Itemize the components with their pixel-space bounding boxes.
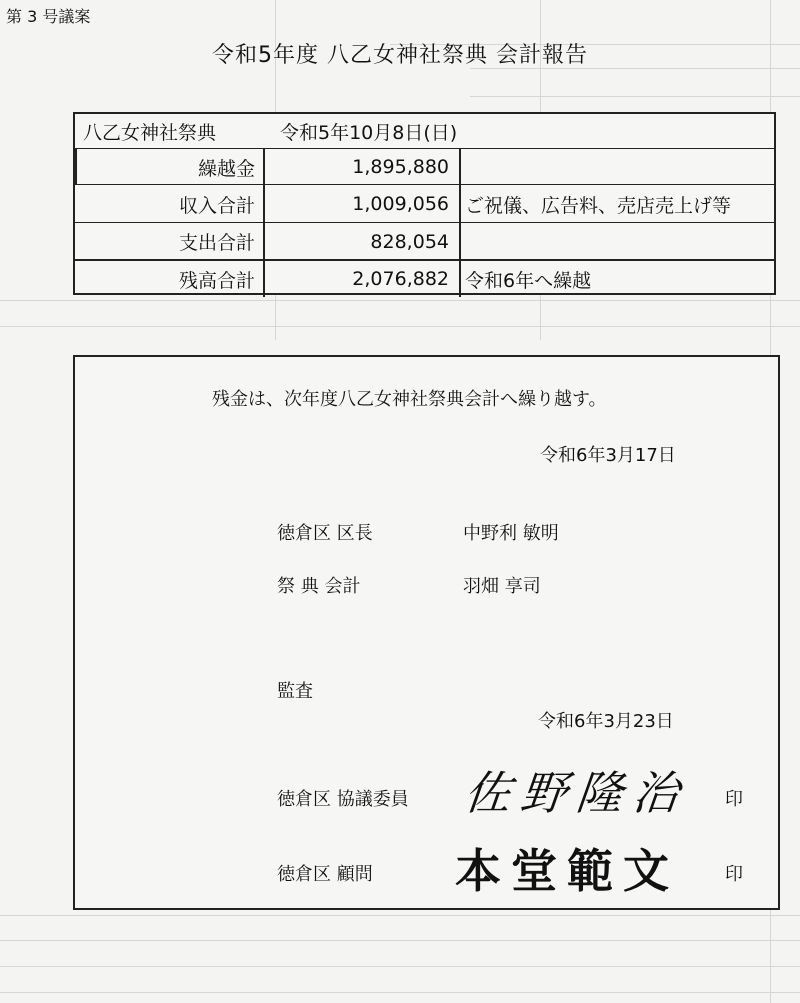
festival-date: 令和5年10月8日(日) xyxy=(280,121,458,144)
agenda-number: 第 3 号議案 xyxy=(6,7,91,26)
page-title: 令和5年度 八乙女神社祭典 会計報告 xyxy=(212,43,588,68)
row-note-income: ご祝儀、広告料、売店売上げ等 xyxy=(465,194,732,217)
row-label-balance: 残高合計 xyxy=(178,269,255,292)
row-label-expense: 支出合計 xyxy=(178,232,255,254)
row-label-carryover: 繰越金 xyxy=(197,157,255,180)
seal-mark: 印 xyxy=(725,789,743,810)
row-amount-balance: 2,076,882 xyxy=(352,268,449,290)
row-label-income: 収入合計 xyxy=(178,194,255,217)
row-note-balance: 令和6年へ繰越 xyxy=(465,269,592,292)
audit-label: 監査 xyxy=(277,681,313,702)
table-row xyxy=(75,184,774,223)
seal-mark: 印 xyxy=(725,864,743,885)
table-row xyxy=(75,222,774,260)
officer-name: 中野利 敏明 xyxy=(463,523,559,544)
auditor-role: 徳倉区 協議委員 xyxy=(277,789,409,810)
auditor-role: 徳倉区 顧問 xyxy=(277,864,373,885)
carryover-statement: 残金は、次年度八乙女神社祭典会計へ繰り越す。 xyxy=(212,389,607,410)
officer-name: 羽畑 享司 xyxy=(463,576,541,597)
officer-role: 徳倉区 区長 xyxy=(277,523,373,544)
summary-header-row xyxy=(75,114,774,148)
officer-role: 祭 典 会計 xyxy=(277,576,361,597)
row-amount-carryover: 1,895,880 xyxy=(352,156,449,178)
row-amount-income: 1,009,056 xyxy=(352,193,449,215)
summary-table xyxy=(73,112,776,295)
auditor-signature: 佐野隆治 xyxy=(461,766,692,820)
table-row xyxy=(75,259,774,297)
audit-date: 令和6年3月23日 xyxy=(538,711,674,732)
approval-box xyxy=(73,355,780,910)
table-row xyxy=(75,148,774,185)
statement-date: 令和6年3月17日 xyxy=(540,445,676,466)
auditor-signature: 本堂範文 xyxy=(455,844,679,898)
festival-name: 八乙女神社祭典 xyxy=(83,121,217,144)
row-amount-expense: 828,054 xyxy=(370,230,449,253)
